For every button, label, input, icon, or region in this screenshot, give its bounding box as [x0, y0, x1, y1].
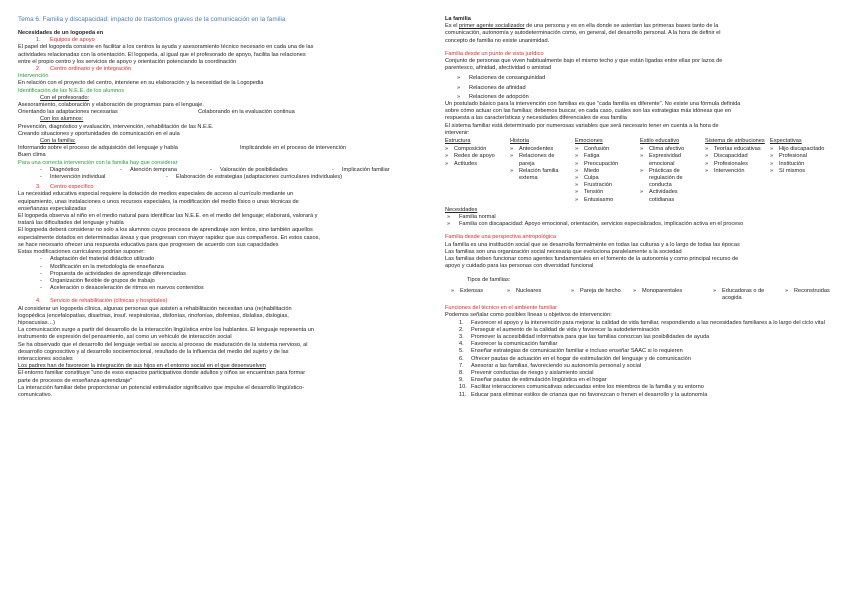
dash-row-2 [18, 174, 420, 181]
grid-item [705, 153, 766, 160]
grid-item-text: Relaciones de pareja [519, 153, 555, 167]
section-2-heading [36, 66, 420, 73]
tipo-text: Extensas [460, 287, 484, 294]
necesidad-text: Familia normal [459, 214, 496, 221]
s3-line-8: se hace necesario ofrecer una respuesta educativa para que progresen de acuerdo con sus capacidades [18, 241, 279, 248]
dash-marker: - [210, 166, 212, 173]
funcion-item [445, 356, 835, 363]
fam-line-2: Buen clima [18, 152, 46, 159]
s4-line-1: Al considerar un logopeda clínica, algunas personas que asisten a rehabilitación necesitan una (re)habilitación [18, 305, 292, 312]
primer-agente-text: primer agente socializador [459, 23, 525, 30]
con-familia-heading: Con la familia: [40, 138, 76, 145]
grid-item [640, 189, 701, 203]
tipo-text: Monoparentales [642, 287, 683, 294]
bullet-marker: » [770, 167, 774, 174]
grid-item-text: Fatiga [584, 153, 600, 160]
funcion-text: Facilitar interacciones comunicativas adecuadas entre los miembros de la familia y su entorno [471, 384, 704, 391]
fam-line-1b: Implicándole en el proceso de intervención [240, 145, 347, 152]
s3-dash-text: Propuesta de actividades de aprendizaje diferenciadas [50, 270, 186, 277]
section-4-label: Servicio de rehabilitación (clínicas y hospitales) [50, 298, 168, 305]
tipo-text: Nucleares [516, 287, 542, 294]
grid-item [770, 168, 831, 175]
left-column [18, 16, 420, 399]
s3-dash-item [18, 285, 420, 292]
section-3-number: 3. [36, 184, 41, 191]
s3-line-9: Estas modificaciones curriculares podrían suponer: [18, 249, 145, 256]
bullet-marker: » [705, 160, 709, 167]
grid-item-text: Miedo [584, 167, 600, 174]
grid-item [575, 161, 636, 168]
section-4-heading [36, 298, 420, 305]
grid-item [445, 146, 506, 153]
funcion-item [445, 377, 835, 384]
list-number: 4. [459, 341, 464, 348]
tipo-text: Educadoras o de acogida [722, 287, 765, 301]
dash-marker: - [40, 166, 42, 173]
bullet-marker: » [510, 146, 514, 153]
necesidad-item [445, 221, 835, 228]
grid-item-text: Tensión [584, 189, 604, 196]
bullet-marker: » [575, 175, 579, 182]
s3-line-2: equipamiento, unas instalaciones o unos recursos especiales, la modificación del medio físico o unas técnicas de [18, 198, 299, 205]
funcion-text: Favorecer la comunicación familiar [471, 341, 558, 348]
bullet-marker: » [705, 153, 709, 160]
list-number: 7. [459, 362, 464, 369]
tipo-item [633, 288, 709, 302]
right-column [445, 16, 835, 399]
post-line-2: sobre cómo actuar con las familias; debemos buscar, en cada caso, cuáles son las estrategias más idóneas que en [445, 108, 732, 115]
grid-item-text: Confusión [584, 146, 610, 153]
relacion-item [445, 85, 835, 92]
antro-line-2: Las familias son una organización social necesaria que evoluciona paralelamente a la sociedad [445, 248, 682, 255]
grid-item [510, 168, 571, 182]
bullet-marker: » [640, 153, 644, 160]
section-2-number: 2. [36, 66, 41, 73]
bullet-marker: » [447, 221, 451, 228]
dash-marker: - [120, 166, 122, 173]
s3-line-3: enseñanzas especializadas [18, 205, 87, 212]
bullet-marker: » [457, 93, 461, 100]
s1-line-3: entre el propio centro y los servicios de apoyo y orientación potenciando la coordinación [18, 58, 237, 65]
bullet-marker: » [445, 160, 449, 167]
s4-line-13: comunicativo. [18, 391, 53, 398]
bullet-marker: » [445, 153, 449, 160]
bullet-marker: » [633, 287, 637, 294]
grid-item [510, 146, 571, 153]
dash-marker: - [40, 285, 42, 292]
post-line-1: Un postulado básico para la intervención con familias es que "cada familia es diferente". No existe una fórmula definida [445, 101, 741, 108]
tipo-item [785, 288, 830, 302]
s3-line-5: tratará las dificultades del lenguaje y habla [18, 220, 124, 227]
alum-line-2: Creando situaciones y oportunidades de comunicación en el aula [18, 130, 180, 137]
s4-line-10: El entorno familiar constituye "uno de esos espacios participativos donde adultos y niños se encuentran para formar [18, 370, 306, 377]
s3-dash-item [18, 271, 420, 278]
dash-item: Atención temprana [130, 166, 177, 173]
s4-line-3: hipoacusias…) [18, 319, 55, 326]
fam-line-1a: Informando sobre el proceso de adquisición del lenguaje y habla [18, 145, 178, 152]
dash-item: Elaboración de estrategias (adaptaciones curriculares individuales) [176, 174, 343, 181]
bullet-marker: » [575, 196, 579, 203]
s3-line-6: El logopeda deberá considerar no solo a los alumnos cuyos procesos de aprendizaje son lentos, sino también aquellos [18, 227, 313, 234]
section-4-number: 4. [36, 298, 41, 305]
funcion-text: Asesorar a las familias, favoreciendo su autonomía personal y social [471, 362, 642, 369]
relacion-text: Relaciones de afinidad [469, 84, 526, 91]
list-number: 2. [459, 326, 464, 333]
bullet-marker: » [510, 167, 514, 174]
funcion-item [445, 341, 835, 348]
section-3-heading [36, 184, 420, 191]
grid-item [575, 182, 636, 189]
grid-item [770, 161, 831, 168]
bullet-marker: » [713, 287, 717, 294]
s4-line-7: desarrollo cognoscitivo y al desarrollo socioemocional, resultado de la influencia del medio del sujeto y de las [18, 348, 289, 355]
section-3-label: Centro específico [50, 184, 94, 191]
fam-r-line-2: comunicación, autonomía y autodeterminación como, en general, del desarrollo personal. A la hora de definir el [445, 30, 721, 37]
bullet-marker: » [705, 167, 709, 174]
list-number: 9. [459, 377, 464, 384]
funcion-item [445, 384, 835, 391]
grid-item [575, 146, 636, 153]
antro-line-4: apoyo y cuidado para las personas con diversidad funcional [445, 263, 594, 270]
tipo-text: Reconstruidas [794, 287, 830, 294]
s4-line-12: La interacción familiar debe proporcionar un potencial estimulador significativo que impulse el desarrollo lingüístico- [18, 384, 305, 391]
grid-item [575, 175, 636, 182]
grid-item [640, 146, 701, 153]
s1-line-2: actividades relacionadas con la orientación. El logopeda, al igual que el profesorado de apoyo, facilita las relaciones [18, 51, 306, 58]
bullet-marker: » [640, 189, 644, 196]
antro-line-3: Las familias deben funcionar como agentes fundamentales en el fomento de la autonomía y como principal recurso de [445, 256, 739, 263]
s3-dash-text: Aceleración o desaceleración de ritmos en nuevos contenidos [50, 285, 204, 292]
s3-dash-text: Modificación en la metodología de enseñanza [50, 263, 164, 270]
bullet-marker: » [770, 153, 774, 160]
list-number: 11. [459, 391, 467, 398]
grid-item-text: Profesionales [714, 160, 748, 167]
funcion-text: Enseñar pautas de estimulación lingüística en el hogar [471, 377, 607, 384]
grid-item-text: Redes de apoyo [454, 153, 495, 160]
grid-column-head: Sistema de atribuciones [705, 138, 765, 145]
s3-line-4: El logopeda observa al niño en el medio natural para identificar las N.E.E. en el medio del lenguaje; elaborará, valorará y [18, 213, 318, 220]
bullet-marker: » [640, 146, 644, 153]
grid-column-head: Estructura [445, 138, 471, 145]
grid-item [640, 168, 701, 190]
prof-line-1: Asesoramiento, colaboración y elaboración de programas para el lenguaje. [18, 102, 204, 109]
grid-item-text: Composición [454, 146, 487, 153]
familia-heading: La familia [445, 16, 471, 22]
necesidad-item [445, 214, 835, 221]
funciones-heading: Funciones del técnico en el ambiente familiar [445, 305, 557, 312]
bullet-marker: » [785, 287, 789, 294]
grid-column-head: Expectativas [770, 138, 802, 145]
funcion-item [445, 334, 835, 341]
funcion-text: Favorecer el apoyo y la intervención para mejorar la calidad de vida familiar, respondiendo a las necesidades familiares a lo largo del ciclo vital [471, 319, 825, 326]
prof-line-2 [18, 109, 420, 116]
bullet-marker: » [575, 182, 579, 189]
con-profesorado-heading: Con el profesorado: [40, 94, 90, 101]
s3-line-7: especialmente dotados en determinadas áreas y que progresan con mayor rapidez que sus compañeros. En estos casos, [18, 234, 320, 241]
funcion-item [445, 363, 835, 370]
fam-line-1 [18, 145, 420, 152]
grid-item-text: Discapacidad [714, 153, 748, 160]
antro-line-1: La familia es una institución social que se desarrolla formalmente en todas las culturas y a lo largo de todas las épocas [445, 241, 740, 248]
bullet-marker: » [447, 214, 451, 221]
grid-item-text: Hijo discapacitado [779, 146, 825, 153]
section-1-number: 1. [36, 37, 41, 44]
bullet-marker: » [445, 146, 449, 153]
jur-line-2: parentesco, afinidad, afectividad o amistad [445, 65, 552, 72]
funcion-text: Prevenir conductas de riesgo y aislamiento social [471, 369, 594, 376]
tipos-heading: Tipos de familias: [467, 276, 511, 283]
funcion-text: Enseñar estrategias de comunicación familiar e incluso enseñar SAAC si lo requieren [471, 348, 683, 355]
dash-marker: - [40, 277, 42, 284]
section-1-label: Equipos de apoyo [50, 37, 95, 44]
list-number: 3. [459, 333, 464, 340]
grid-item-text: Prácticas de regulación de conducta [649, 167, 683, 189]
funcion-text: Ofrecer pautas de actuación en el hogar de estimulación del lenguaje y de comunicación [471, 355, 691, 362]
s4-line-8: interacciones sociales [18, 355, 73, 362]
dash-row-1 [18, 167, 420, 174]
grid-item-text: Clima afectivo [649, 146, 685, 153]
s4-line-6: Se ha observado que el desarrollo del lenguaje verbal se asocia al proceso de maduración de la sistema nervioso, al [18, 341, 308, 348]
tipos-list [445, 288, 835, 302]
bullet-marker: » [575, 146, 579, 153]
dash-marker: - [166, 174, 168, 181]
document-title: Tema 6. Familia y discapacidad: impacto de trastornos graves de la comunicación en la familia [18, 16, 286, 23]
grid-column-estructura [445, 138, 510, 204]
para-conexion-heading: Para una correcta intervención con la familia hay que considerar [18, 159, 178, 166]
bullet-marker: » [575, 189, 579, 196]
s3-dash-item [18, 256, 420, 263]
s4-line-4: La comunicación surge a partir del desarrollo de la interacción lingüística entre los hablantes. El lenguaje representa un [18, 327, 315, 334]
bullet-marker: » [575, 167, 579, 174]
funcion-item [445, 327, 835, 334]
s3-dash-item [18, 278, 420, 285]
prof-line-2b: Colaborando en la evaluación continua [198, 109, 295, 116]
juridico-heading: Familia desde un punto de vista jurídico [445, 50, 544, 57]
bullet-marker: » [575, 160, 579, 167]
identificacion-heading: Identificación de las N.E.E. de los alumnos [18, 87, 125, 94]
bullet-marker: » [571, 287, 575, 294]
grid-item-text: Culpa [584, 175, 599, 182]
list-number: 10. [459, 384, 467, 391]
antropologica-heading: Familia desde una perspectiva antropológica [445, 234, 557, 241]
relacion-item [445, 75, 835, 82]
funciones-intro: Podemos señalar como posibles líneas u objetivos de intervención: [445, 312, 612, 319]
s4-line-9: Los padres han de favorecer la integración de sus hijos en el entorno social en el que desenvuelven [18, 363, 266, 370]
grid-item [445, 153, 506, 160]
list-number: 1. [459, 319, 464, 326]
grid-item-text: Profesional [779, 153, 807, 160]
grid-item-text: Expresividad emocional [649, 153, 682, 167]
grid-item [770, 153, 831, 160]
funcion-text: Educar para eliminar estilos de crianza que no favorezcan o frenen el desarrollo y la autonomía [471, 391, 708, 398]
relacion-text: Relaciones de consanguinidad [469, 75, 546, 82]
section-1-heading [36, 37, 420, 44]
grid-item-text: Intervención [714, 167, 745, 174]
dash-item: Diagnóstico [50, 166, 80, 173]
bullet-marker: » [770, 160, 774, 167]
grid-item [575, 153, 636, 160]
relacion-item [445, 94, 835, 101]
grid-item [705, 146, 766, 153]
funcion-item [445, 348, 835, 355]
bullet-marker: » [705, 146, 709, 153]
funcion-item [445, 370, 835, 377]
bullet-marker: » [575, 153, 579, 160]
dash-marker: - [40, 174, 42, 181]
list-number: 8. [459, 369, 464, 376]
section-2-label: Centro ordinario y de integración [50, 66, 132, 73]
tipo-text: Pareja de hecho [580, 287, 621, 294]
fam-r-line-1-pre: Es el [445, 23, 459, 30]
grid-item-text: Frustración [584, 182, 612, 189]
grid-item-text: Entusiasmo [584, 196, 614, 203]
bullet-marker: » [457, 84, 461, 91]
grid-item-text: Antecedentes [519, 146, 554, 153]
con-alumnos-heading: Con los alumnos: [40, 116, 84, 123]
dash-marker: - [40, 270, 42, 277]
s4-line-11: parte de procesos de enseñanza-aprendizaje" [18, 377, 133, 384]
bullet-marker: » [640, 167, 644, 174]
grid-column-head: Estilo educativo [640, 138, 680, 145]
tipo-item [571, 288, 629, 302]
fam-r-line-1-post: de una persona y es en ella donde se asientan las primeras bases tanto de la [524, 23, 719, 30]
list-number: 6. [459, 355, 464, 362]
grid-item-text: Institución [779, 160, 805, 167]
grid-item-text: Preocupación [584, 160, 619, 167]
post-line-5: intervenir: [445, 129, 470, 136]
grid-item-text: Teorías educativas [714, 146, 761, 153]
post-line-3: respuesta a las características y necesidades diferenciales de esa familia [445, 115, 627, 122]
s3-line-1: La necesidad educativa especial requiere la dotación de medios especiales de acceso al currículo mediante un [18, 191, 294, 198]
grid-item [575, 197, 636, 204]
grid-item [705, 161, 766, 168]
grid-column-emociones [575, 138, 640, 204]
bullet-marker: » [770, 146, 774, 153]
prof-line-2a: Orientando las adaptaciones necesarias [18, 109, 118, 116]
s4-line-5: instrumento de expresión del pensamiento, así como un vehículo de interacción social [18, 334, 232, 341]
grid-column-head: Historia [510, 138, 529, 145]
bullet-marker: » [507, 287, 511, 294]
grid-column-expectativas [770, 138, 835, 204]
post-line-4: El sistema familiar está determinado por numerosas variables que será necesario tener en cuenta a la hora de [445, 122, 719, 129]
s3-dash-item [18, 264, 420, 271]
grid-column-head: Emociones [575, 138, 603, 145]
s4-line-2: logopédica (encefalopatías, disartrias, insuf. respiratorias, disfonías, rinofonías, disfemias, dislalias, dislogias, [18, 312, 289, 319]
alum-line-1: Prevención, diagnóstico y evaluación, intervención, rehabilitación de las N.E.E. [18, 123, 214, 130]
list-number: 5. [459, 348, 464, 355]
bullet-marker: » [457, 75, 461, 82]
grid-item [575, 189, 636, 196]
dash-item: Intervención individual [50, 174, 106, 181]
necesidad-text: Familia con discapacidad: Apoyo emocional, orientación, servicios especializados, implicación activa en el proceso [459, 221, 744, 228]
necesidades-heading: Necesidades de un logopeda en [18, 30, 104, 36]
relacion-text: Relaciones de adopción [469, 93, 529, 100]
grid-item [445, 161, 506, 168]
fam-r-line-3: concepto de familia no existe unanimidad. [445, 37, 550, 44]
dash-marker: - [332, 166, 334, 173]
grid-item-text: Actitudes [454, 160, 478, 167]
grid-column-historia [510, 138, 575, 204]
grid-item-text: Relación familia externa [519, 167, 559, 182]
tipo-item [451, 288, 503, 302]
fam-r-line-1 [445, 23, 835, 30]
tipo-item [713, 288, 781, 302]
s1-line-1: El papel del logopeda consiste en facilitar a los centros la ayuda y asesoramiento técnico necesario en cada una de las [18, 44, 314, 51]
s3-dash-text: Adaptación del material didáctico utilizado [50, 256, 155, 263]
necesidades-subheading: Necesidades [445, 206, 478, 213]
grid-column-atribuciones [705, 138, 770, 204]
s3-dash-text: Organización flexible de grupos de trabajo [50, 277, 155, 284]
dash-marker: - [40, 263, 42, 270]
variables-grid [445, 138, 835, 204]
dash-marker: - [40, 256, 42, 263]
grid-item-text: Sí mismos [779, 167, 806, 174]
dash-item: Valoración de posibilidades [220, 166, 288, 173]
grid-item [770, 146, 831, 153]
bullet-marker: » [451, 287, 455, 294]
int-line-1: En relación con el proyecto del centro, interviene en su elaboración y la necesidad de la Logopedia [18, 80, 264, 87]
funcion-text: Promover la accesibilidad informativa para que las familias conozcan las posibilidades de ayuda [471, 333, 710, 340]
grid-item [640, 153, 701, 167]
dash-item: Implicación familiar [342, 166, 390, 173]
funcion-text: Perseguir el aumento de la calidad de vida y favorecer la autodeterminación [471, 326, 660, 333]
funcion-item [445, 320, 835, 327]
jur-line-1: Conjunto de personas que viven habitualmente bajo el mismo techo y que están ligadas entre ellas por lazos de [445, 58, 723, 65]
grid-item [575, 168, 636, 175]
bullet-marker: » [510, 153, 514, 160]
grid-item [705, 168, 766, 175]
grid-item [510, 153, 571, 167]
intervencion-heading: Intervención [18, 73, 49, 80]
tipo-item [507, 288, 567, 302]
grid-item-text: Actividades cotidianas [649, 189, 678, 203]
funcion-item [445, 392, 835, 399]
grid-column-estilo-educativo [640, 138, 705, 204]
